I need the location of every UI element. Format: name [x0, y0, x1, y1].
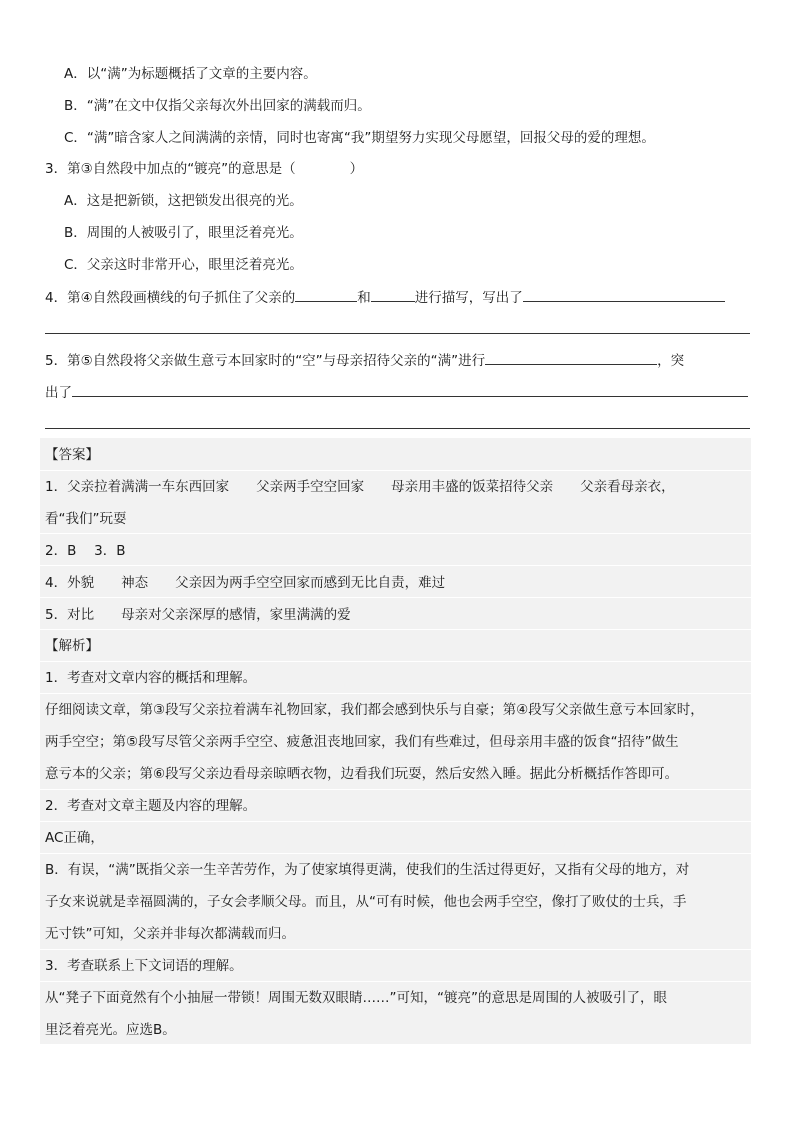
- q3-option-a: A．这是把新锁，这把锁发出很亮的光。: [64, 193, 303, 209]
- q5-blank-2[interactable]: [72, 382, 748, 397]
- row-divider: [40, 821, 751, 822]
- q2-option-b: B．“满”在文中仅指父亲每次外出回家的满载而归。: [64, 98, 371, 114]
- q4-line: [45, 287, 725, 308]
- row-divider: [40, 693, 751, 694]
- q4-blank-1[interactable]: [295, 287, 357, 302]
- q5-line-1: [45, 350, 684, 371]
- q4-prompt-2: 进行描写，写出了: [414, 290, 523, 306]
- analysis-heading: 【解析】: [45, 638, 99, 654]
- q5-prompt: 5．第⑤自然段将父亲做生意亏本回家时的“空”与母亲招待父亲的“满”进行: [45, 353, 486, 369]
- answer-2-3: 2．B 3．B: [45, 543, 126, 559]
- row-divider: [40, 629, 751, 630]
- analysis-2-line-4: 无寸铁”可知，父亲并非每次都满载而归。: [45, 926, 295, 942]
- q5-prompt-2: ，突: [657, 353, 685, 369]
- q3-option-c: C．父亲这时非常开心，眼里泛着亮光。: [64, 257, 303, 273]
- row-divider: [40, 789, 751, 790]
- analysis-2-line-2: B．有误，“满”既指父亲一生辛苦劳作，为了使家填得更满，使我们的生活过得更好，又指有父母的地方，对: [45, 862, 690, 878]
- analysis-3-line-1: 从“凳子下面竟然有个小抽屉一带锁！周围无数双眼睛……”可知，“镀亮”的意思是周围的人被吸引了，眼: [45, 990, 667, 1006]
- analysis-1-line-3: 意亏本的父亲；第⑥段写父亲边看母亲晾晒衣物，边看我们玩耍，然后安然入睡。据此分析概括作答即可。: [45, 766, 679, 782]
- q3-option-b: B．周围的人被吸引了，眼里泛着亮光。: [64, 225, 303, 241]
- q2-option-a: A．以“满”为标题概括了文章的主要内容。: [64, 66, 317, 82]
- answer-heading: 【答案】: [45, 447, 99, 463]
- analysis-2-title: 2．考查对文章主题及内容的理解。: [45, 798, 257, 814]
- analysis-1-title: 1．考查对文章内容的概括和理解。: [45, 670, 257, 686]
- row-divider: [40, 981, 751, 982]
- answer-5: 5．对比 母亲对父亲深厚的感情，家里满满的爱: [45, 607, 351, 623]
- q5-prompt-3: 出了: [45, 385, 72, 401]
- answer-1-line-1: 1．父亲拉着满满一车东西回家 父亲两手空空回家 母亲用丰盛的饭菜招待父亲 父亲看母亲衣，: [45, 479, 675, 495]
- q4-answer-line[interactable]: [45, 333, 750, 334]
- row-divider: [40, 949, 751, 950]
- q5-blank-1[interactable]: [485, 350, 657, 365]
- q4-blank-3[interactable]: [523, 287, 725, 302]
- row-divider: [40, 533, 751, 534]
- analysis-3-line-2: 里泛着亮光。应选B。: [45, 1022, 176, 1038]
- q5-answer-line[interactable]: [45, 428, 750, 429]
- q4-connector: 和: [357, 290, 371, 306]
- q5-line-2: [45, 382, 748, 403]
- q3-stem: 3．第③自然段中加点的“镀亮”的意思是（ ）: [45, 161, 364, 177]
- analysis-1-line-1: 仔细阅读文章，第③段写父亲拉着满车礼物回家，我们都会感到快乐与自豪；第④段写父亲做生意亏本回家时，: [45, 702, 704, 718]
- answer-1-line-2: 看“我们”玩耍: [45, 511, 127, 527]
- row-divider: [40, 565, 751, 566]
- row-divider: [40, 597, 751, 598]
- analysis-2-line-3: 子女来说就是幸福圆满的，子女会孝顺父母。而且，从“可有时候，他也会两手空空，像打了败仗的士兵，手: [45, 894, 687, 910]
- analysis-2-line-1: AC正确，: [45, 830, 104, 846]
- row-divider: [40, 661, 751, 662]
- q4-prompt: 4．第④自然段画横线的句子抓住了父亲的: [45, 290, 296, 306]
- row-divider: [40, 470, 751, 471]
- answer-4: 4．外貌 神态 父亲因为两手空空回家而感到无比自责，难过: [45, 575, 446, 591]
- analysis-1-line-2: 两手空空；第⑤段写尽管父亲两手空空、疲惫沮丧地回家，我们有些难过，但母亲用丰盛的饭食“招待”做生: [45, 734, 679, 750]
- q2-option-c: C．“满”暗含家人之间满满的亲情，同时也寄寓“我”期望努力实现父母愿望，回报父母的爱的理想。: [64, 130, 655, 146]
- analysis-3-title: 3．考查联系上下文词语的理解。: [45, 958, 243, 974]
- row-divider: [40, 853, 751, 854]
- q4-blank-2[interactable]: [371, 287, 415, 302]
